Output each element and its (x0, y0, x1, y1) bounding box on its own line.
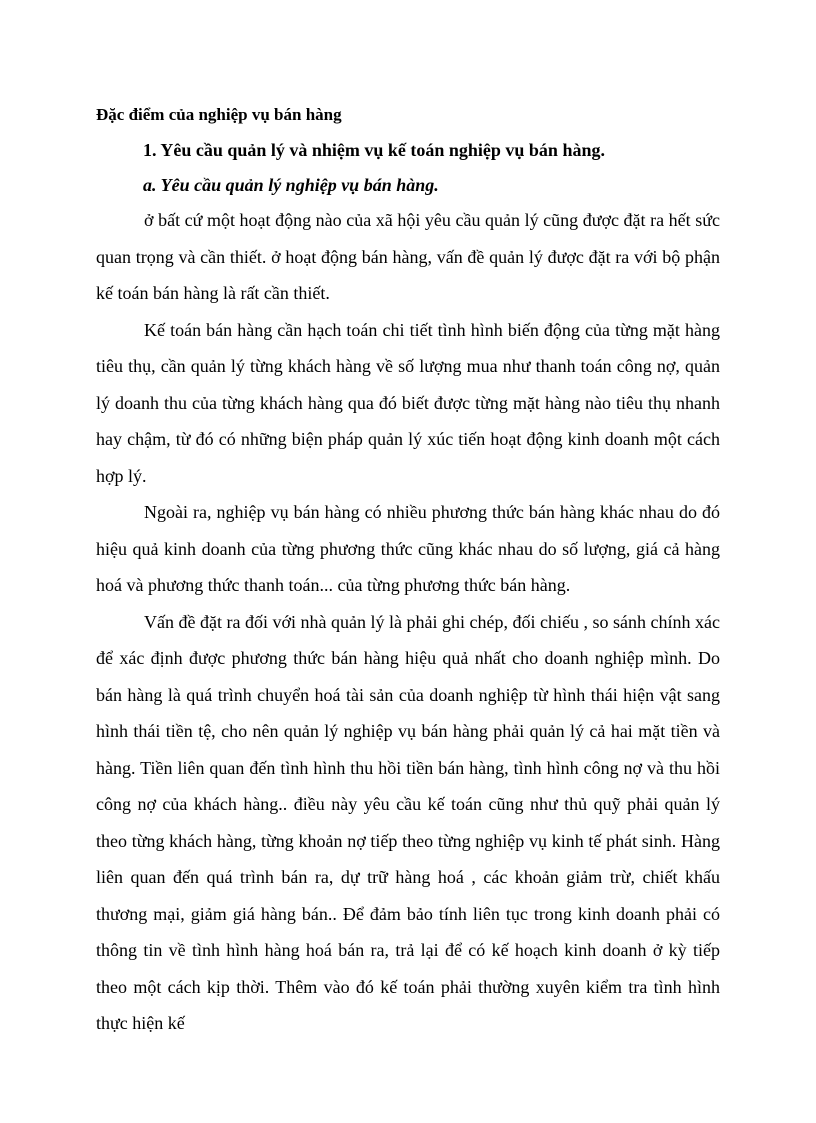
subsection-title: a. Yêu cầu quản lý nghiệp vụ bán hàng. (143, 175, 439, 195)
paragraph: Vấn đề đặt ra đối với nhà quản lý là phải ghi chép, đối chiếu , so sánh chính xác để xác định được phương thức bán hàng hiệu quả nhất cho doanh nghiệp mình. Do bán hàng là quá trình chuyển hoá tài sản của doanh nghiệp từ hình thái hiện vật sang hình thái tiền tệ, cho nên quản lý nghiệp vụ bán hàng phải quản lý cả hai mặt tiền và hàng. Tiền liên quan đến tình hình thu hồi tiền bán hàng, tình hình công nợ và thu hồi công nợ của khách hàng.. điều này yêu cầu kế toán cũng như thủ quỹ phải quản lý theo từng khách hàng, từng khoản nợ tiếp theo từng nghiệp vụ kinh tế phát sinh. Hàng liên quan đến quá trình bán ra, dự trữ hàng hoá , các khoản giảm trừ, chiết khấu thương mại, giảm giá hàng bán.. Để đảm bảo tính liên tục trong kinh doanh phải có thông tin về tình hình hàng hoá bán ra, trả lại để có kế hoạch kinh doanh ở kỳ tiếp theo một cách kịp thời. Thêm vào đó kế toán phải thường xuyên kiểm tra tình hình thực hiện kế (96, 611, 720, 1033)
body-text (96, 202, 720, 1042)
document-heading: Đặc điểm của nghiệp vụ bán hàng (96, 105, 342, 124)
section-title: 1. Yêu cầu quản lý và nhiệm vụ kế toán nghiệp vụ bán hàng. (143, 140, 605, 160)
paragraph: Ngoài ra, nghiệp vụ bán hàng có nhiều phương thức bán hàng khác nhau do đó hiệu quả kinh doanh của từng phương thức cũng khác nhau do số lượng, giá cả hàng hoá và phương thức thanh toán... của từng phương thức bán hàng. (96, 502, 720, 595)
paragraph: ở bất cứ một hoạt động nào của xã hội yêu cầu quản lý cũng được đặt ra hết sức quan trọng và cần thiết. ở hoạt động bán hàng, vấn đề quản lý được đặt ra với bộ phận kế toán bán hàng là rất cần thiết. (96, 210, 720, 303)
paragraph: Kế toán bán hàng cần hạch toán chi tiết tình hình biến động của từng mặt hàng tiêu thụ, cần quản lý từng khách hàng về số lượng mua như thanh toán công nợ, quản lý doanh thu của từng khách hàng qua đó biết được từng mặt hàng nào tiêu thụ nhanh hay chậm, từ đó có những biện pháp quản lý xúc tiến hoạt động kinh doanh một cách hợp lý. (96, 319, 720, 486)
